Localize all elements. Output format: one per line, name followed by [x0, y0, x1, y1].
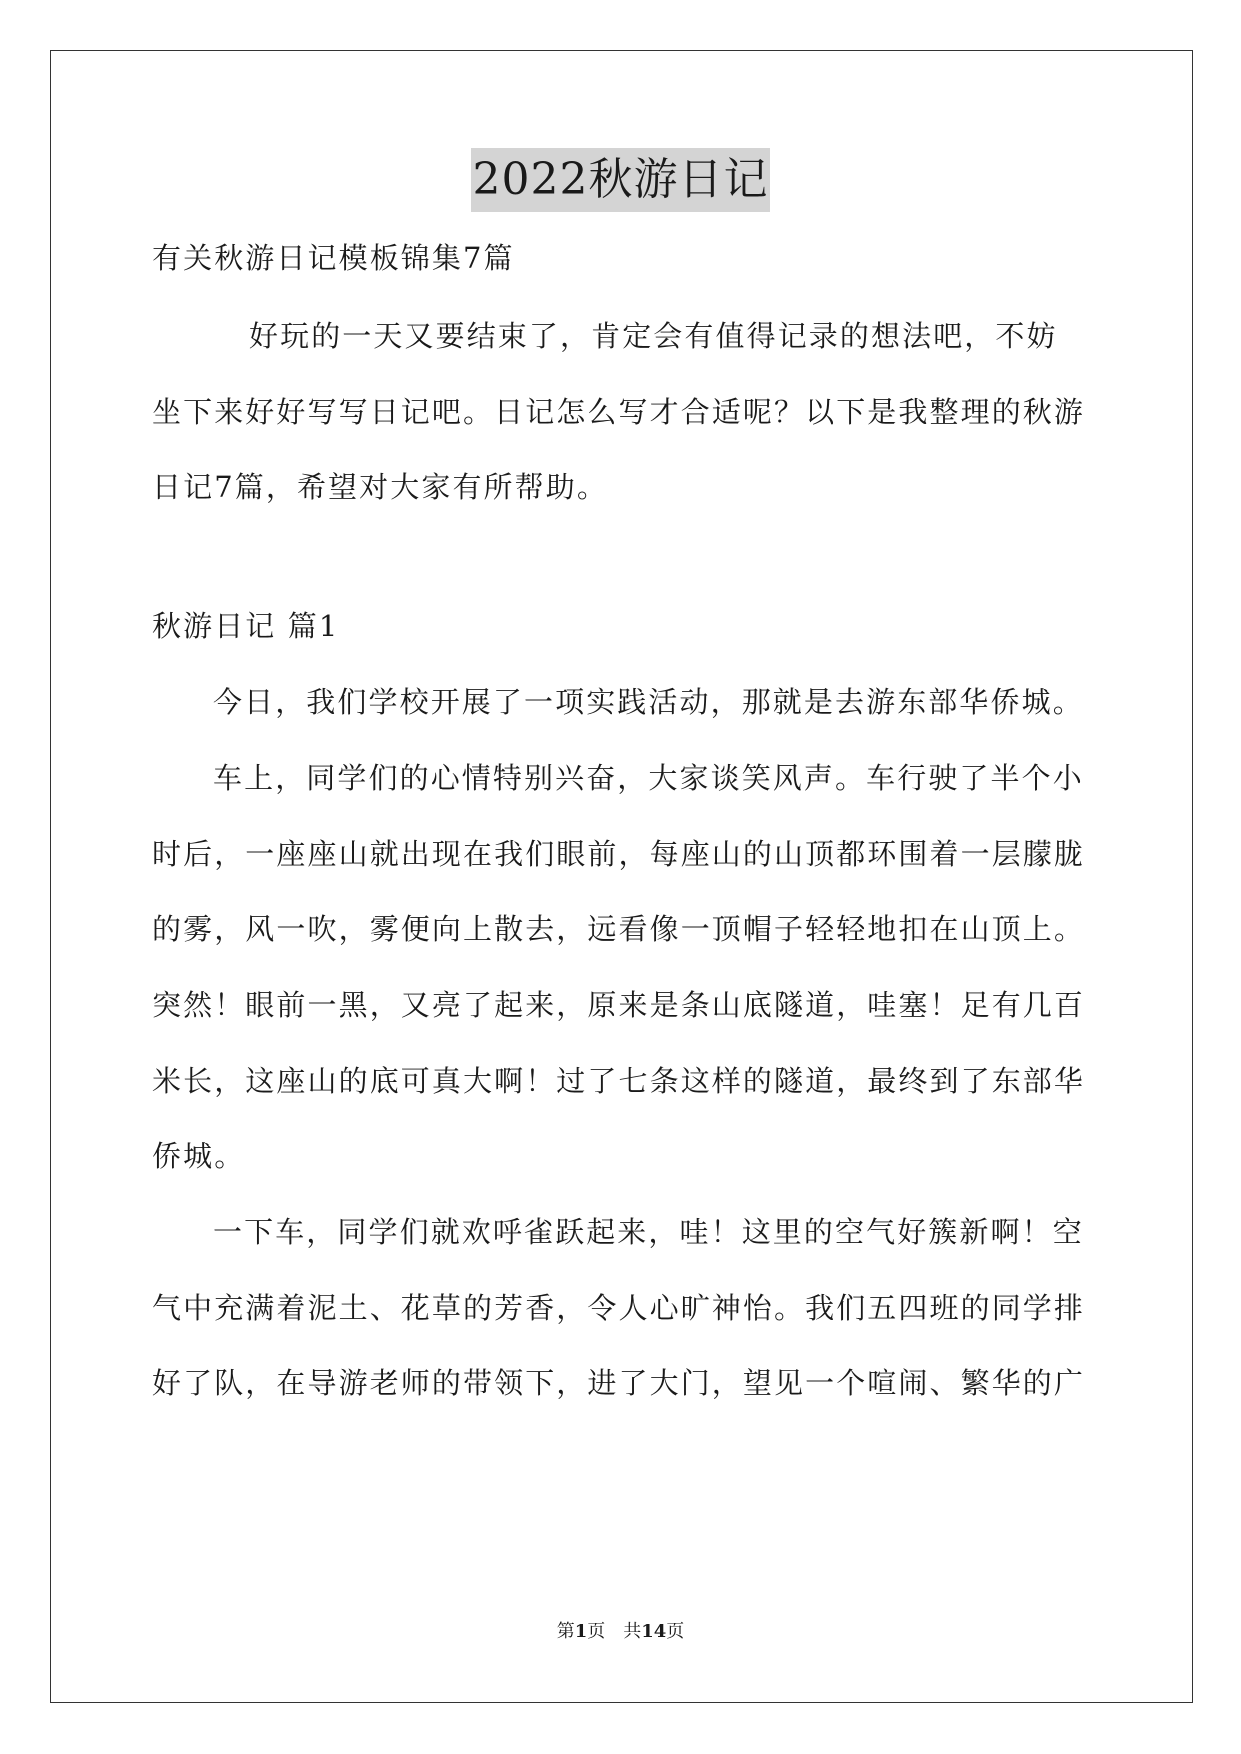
text-line-12: 一下车，同学们就欢呼雀跃起来，哇！这里的空气好簇新啊！空	[213, 1215, 1084, 1249]
footer-mid: 页 共	[587, 1621, 642, 1642]
text-line-9: 突然！眼前一黑，又亮了起来，原来是条山底隧道，哇塞！足有几百	[152, 988, 1086, 1022]
section-heading: 秋游日记 篇1	[152, 609, 340, 643]
footer-suffix: 页	[666, 1621, 685, 1642]
text-line-6: 车上，同学们的心情特别兴奋，大家谈笑风声。车行驶了半个小	[213, 761, 1084, 795]
text-line-8: 的雾，风一吹，雾便向上散去，远看像一顶帽子轻轻地扣在山顶上。	[152, 912, 1086, 946]
text-line-3: 日记7篇，希望对大家有所帮助。	[152, 470, 608, 504]
page-border	[50, 50, 1193, 1703]
text-line-2: 坐下来好好写写日记吧。日记怎么写才合适呢？以下是我整理的秋游	[152, 395, 1086, 429]
text-line-14: 好了队，在导游老师的带领下，进了大门，望见一个喧闹、繁华的广	[152, 1366, 1086, 1400]
text-line-7: 时后，一座座山就出现在我们眼前，每座山的山顶都环围着一层朦胧	[152, 837, 1086, 871]
page-title: 2022秋游日记	[471, 148, 771, 212]
text-line-1: 好玩的一天又要结束了，肯定会有值得记录的想法吧，不妨	[249, 319, 1058, 353]
page-footer	[0, 1617, 1241, 1643]
text-line-10: 米长，这座山的底可真大啊！过了七条这样的隧道，最终到了东部华	[152, 1064, 1086, 1098]
text-line-5: 今日，我们学校开展了一项实践活动，那就是去游东部华侨城。	[213, 685, 1084, 719]
text-line-0: 有关秋游日记模板锦集7篇	[152, 241, 515, 275]
footer-page-total: 14	[641, 1621, 667, 1642]
footer-page-current: 1	[574, 1621, 588, 1642]
text-line-13: 气中充满着泥土、花草的芳香，令人心旷神怡。我们五四班的同学排	[152, 1291, 1086, 1325]
text-line-11: 侨城。	[152, 1139, 246, 1173]
title-wrap	[0, 148, 1241, 212]
footer-prefix: 第	[556, 1621, 575, 1642]
